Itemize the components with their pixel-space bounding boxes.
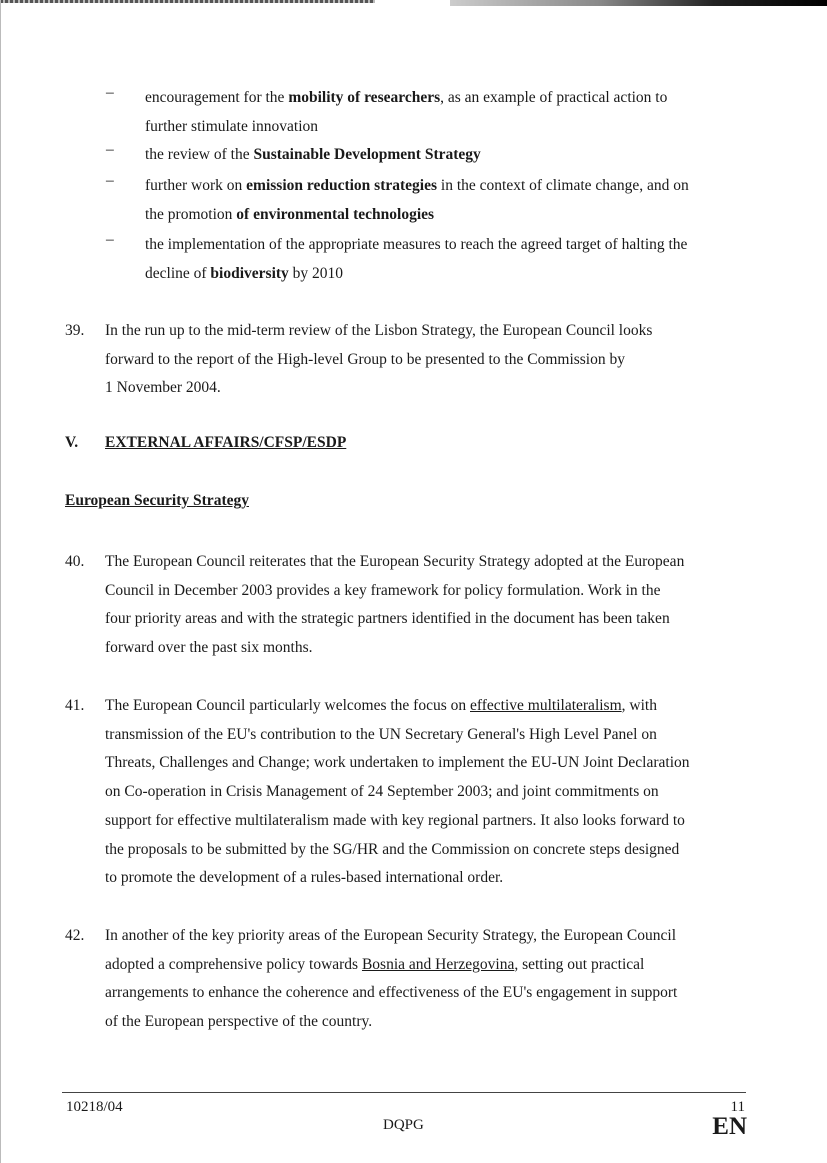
paragraph-number: 39. (65, 322, 85, 339)
paragraph-line: 1 November 2004. (105, 379, 221, 397)
underlined-term-bosnia-herzegovina: Bosnia and Herzegovina (361, 955, 515, 973)
bullet-dash: – (106, 172, 114, 189)
bullet-dash: – (106, 231, 114, 248)
bullet-bold-term: Sustainable Development Strategy (253, 146, 481, 163)
bullet-bold-term: of environmental technologies (236, 205, 435, 223)
bullet-text-segment: the implementation of the appropriate measures to reach the agreed target of halting the (145, 236, 688, 253)
paragraph-number: 41. (65, 697, 85, 714)
paragraph-line: forward over the past six months. (105, 639, 313, 657)
paragraph-line: The European Council particularly welcomes the focus on (105, 697, 470, 714)
bullet-text-segment: encouragement for the (145, 89, 289, 106)
bullet-bold-term: biodiversity (210, 264, 289, 282)
bullet-text-segment: the review of the (145, 146, 254, 163)
footer-department: DQPG (383, 1117, 424, 1133)
bullet-text-segment: , as an example of practical action to (440, 89, 668, 106)
paragraph-line: on Co-operation in Crisis Management of 24 September 2003; and joint commitments on (105, 783, 659, 801)
paragraph-line: four priority areas and with the strategic partners identified in the document has been taken (105, 610, 670, 628)
paragraph-line: the proposals to be submitted by the SG/HR and the Commission on concrete steps designed (105, 840, 680, 858)
paragraph-line: , with (621, 697, 657, 714)
paragraph-line: to promote the development of a rules-based international order. (105, 869, 504, 887)
paragraph-line: The European Council reiterates that the European Security Strategy adopted at the European (105, 553, 685, 570)
bullet-biodiversity (145, 231, 755, 288)
paragraph-40 (105, 548, 755, 663)
paragraph-39 (105, 317, 755, 403)
bullet-continuation: the promotion (145, 205, 237, 223)
bullet-bold-term: mobility of researchers (288, 89, 441, 106)
paragraph-number: 40. (65, 553, 85, 570)
bullet-mobility-researchers (145, 84, 755, 141)
paragraph-line: Council in December 2003 provides a key framework for policy formulation. Work in the (105, 581, 661, 599)
footer-doc-ref: 10218/04 (66, 1099, 123, 1115)
paragraph-line: Threats, Challenges and Change; work undertaken to implement the EU-UN Joint Declaration (105, 754, 690, 772)
bullet-text-segment: further work on (145, 177, 247, 194)
paragraph-42 (105, 922, 755, 1037)
footer-language: EN (712, 1113, 747, 1140)
underlined-term-effective-multilateralism: effective multilateralism (470, 697, 622, 714)
bullet-continuation: decline of (145, 264, 211, 282)
paragraph-line: arrangements to enhance the coherence and effectiveness of the EU's engagement in support (105, 984, 678, 1002)
paragraph-line: support for effective multilateralism made with key regional partners. It also looks forward to (105, 811, 685, 829)
paragraph-number: 42. (65, 927, 85, 944)
paragraph-line: In another of the key priority areas of the European Security Strategy, the European Council (105, 927, 677, 944)
bullet-text-segment: in the context of climate change, and on (437, 177, 689, 194)
paragraph-line: forward to the report of the High-level Group to be presented to the Commission by (105, 350, 625, 368)
footer-rule (62, 1092, 746, 1093)
section-title: EXTERNAL AFFAIRS/CFSP/ESDP (105, 434, 347, 451)
footer-page-number: 11 (730, 1099, 745, 1115)
bullet-emission-reduction (145, 172, 755, 229)
bullet-continuation: by 2010 (288, 264, 344, 282)
bullet-continuation: further stimulate innovation (145, 117, 319, 135)
bullet-dash: – (106, 141, 114, 158)
paragraph-line: transmission of the EU's contribution to the UN Secretary General's High Level Panel on (105, 725, 657, 743)
paragraph-41 (105, 692, 755, 893)
paragraph-line: of the European perspective of the country. (105, 1013, 373, 1031)
bullet-sustainable-development (145, 141, 755, 170)
paragraph-line: In the run up to the mid-term review of the Lisbon Strategy, the European Council looks (105, 322, 653, 339)
paragraph-line: adopted a comprehensive policy towards (105, 955, 362, 973)
bullet-bold-term: emission reduction strategies (246, 177, 438, 194)
paragraph-line: , setting out practical (514, 955, 645, 973)
section-number: V. (65, 434, 79, 451)
subheading-european-security-strategy: European Security Strategy (65, 492, 249, 509)
bullet-dash: – (106, 84, 114, 101)
